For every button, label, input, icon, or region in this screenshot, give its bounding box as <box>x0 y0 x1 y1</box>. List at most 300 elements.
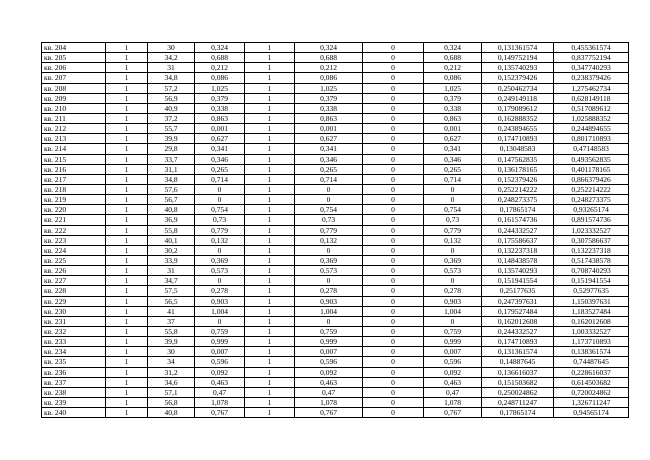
table-cell: 0,092 <box>295 367 363 377</box>
table-cell: 0,278 <box>295 286 363 296</box>
table-cell: 1 <box>106 144 148 154</box>
table-row <box>42 235 629 245</box>
table-cell: 0,244894655 <box>554 124 629 134</box>
table-cell: 0,14887645 <box>482 357 554 367</box>
table-cell: 0,573 <box>195 266 245 276</box>
table-cell: 0,891574736 <box>554 215 629 225</box>
table-cell: 39,9 <box>148 337 195 347</box>
apartment-label-cell: кв. 231 <box>42 316 106 326</box>
table-cell: 40,8 <box>148 205 195 215</box>
table-cell: 0 <box>363 377 424 387</box>
table-cell: 1 <box>245 235 295 245</box>
table-cell: 0,688 <box>424 53 482 63</box>
table-cell: 40,1 <box>148 235 195 245</box>
table-cell: 1,326711247 <box>554 397 629 407</box>
table-cell: 0,136616037 <box>482 367 554 377</box>
table-cell: 0,52977635 <box>554 286 629 296</box>
table-cell: 0 <box>363 195 424 205</box>
table-cell: 0,688 <box>195 53 245 63</box>
table-cell: 1 <box>106 306 148 316</box>
table-cell: 0 <box>363 103 424 113</box>
table-cell: 0,007 <box>295 347 363 357</box>
table-cell: 1 <box>245 306 295 316</box>
table-cell: 0,252214222 <box>482 184 554 194</box>
table-cell: 0,244332527 <box>482 326 554 336</box>
table-cell: 1,150397631 <box>554 296 629 306</box>
apartment-label-cell: кв. 240 <box>42 408 106 418</box>
table-cell: 0,493562835 <box>554 154 629 164</box>
table-row <box>42 367 629 377</box>
table-cell: 0,455361574 <box>554 43 629 53</box>
table-cell: 1 <box>106 73 148 83</box>
apartment-label-cell: кв. 232 <box>42 326 106 336</box>
table-cell: 1 <box>106 63 148 73</box>
table-cell: 1 <box>106 367 148 377</box>
table-cell: 1 <box>245 205 295 215</box>
table-cell: 0 <box>295 195 363 205</box>
table-cell: 0 <box>363 73 424 83</box>
table-row <box>42 245 629 255</box>
table-cell: 0,759 <box>424 326 482 336</box>
table-cell: 40,8 <box>148 408 195 418</box>
table-cell: 0 <box>424 195 482 205</box>
table-cell: 0 <box>363 357 424 367</box>
table-cell: 0,243894655 <box>482 124 554 134</box>
table-cell: 1 <box>245 367 295 377</box>
table-cell: 0,174710893 <box>482 337 554 347</box>
table-cell: 0,175586637 <box>482 235 554 245</box>
table-cell: 0,903 <box>424 296 482 306</box>
table-cell: 0,628149118 <box>554 93 629 103</box>
table-cell: 0,324 <box>195 43 245 53</box>
table-cell: 1 <box>245 174 295 184</box>
apartment-label-cell: кв. 217 <box>42 174 106 184</box>
table-row <box>42 184 629 194</box>
table-cell: 1 <box>245 154 295 164</box>
table-cell: 0 <box>363 245 424 255</box>
table-cell: 0,627 <box>424 134 482 144</box>
table-cell: 0,866379426 <box>554 174 629 184</box>
table-cell: 0,228616037 <box>554 367 629 377</box>
table-cell: 1 <box>245 266 295 276</box>
apartment-label-cell: кв. 237 <box>42 377 106 387</box>
table-row <box>42 276 629 286</box>
table-cell: 0,463 <box>424 377 482 387</box>
table-cell: 0,596 <box>195 357 245 367</box>
apartment-label-cell: кв. 230 <box>42 306 106 316</box>
table-cell: 1,173710893 <box>554 337 629 347</box>
table-cell: 1 <box>106 53 148 63</box>
table-cell: 1 <box>106 83 148 93</box>
table-cell: 1 <box>106 286 148 296</box>
table-cell: 0,001 <box>424 124 482 134</box>
table-cell: 0,086 <box>424 73 482 83</box>
table-cell: 1 <box>245 326 295 336</box>
table-cell: 0,152379426 <box>482 73 554 83</box>
table-cell: 0,999 <box>295 337 363 347</box>
table-cell: 0,324 <box>295 43 363 53</box>
table-cell: 0,903 <box>195 296 245 306</box>
table-row <box>42 205 629 215</box>
table-cell: 1 <box>245 245 295 255</box>
table-row <box>42 113 629 123</box>
table-cell: 34,6 <box>148 377 195 387</box>
table-cell: 0,307586637 <box>554 235 629 245</box>
table-cell: 0,248711247 <box>482 397 554 407</box>
table-cell: 0,148438578 <box>482 255 554 265</box>
table-cell: 0,324 <box>424 43 482 53</box>
table-cell: 0 <box>363 387 424 397</box>
table-cell: 0,517438578 <box>554 255 629 265</box>
table-body <box>42 43 629 418</box>
table-cell: 0,135740293 <box>482 63 554 73</box>
table-cell: 1 <box>106 174 148 184</box>
table-cell: 0,596 <box>295 357 363 367</box>
table-cell: 1 <box>245 83 295 93</box>
apartment-label-cell: кв. 236 <box>42 367 106 377</box>
apartment-label-cell: кв. 229 <box>42 296 106 306</box>
table-cell: 0 <box>363 174 424 184</box>
table-cell: 0,151503682 <box>482 377 554 387</box>
table-cell: 0 <box>363 337 424 347</box>
table-row <box>42 144 629 154</box>
table-cell: 1 <box>106 93 148 103</box>
table-cell: 0,369 <box>424 255 482 265</box>
table-cell: 0,627 <box>295 134 363 144</box>
table-cell: 1 <box>106 124 148 134</box>
table-cell: 0,346 <box>195 154 245 164</box>
table-cell: 0 <box>363 225 424 235</box>
table-cell: 0,688 <box>295 53 363 63</box>
table-cell: 0,161574736 <box>482 215 554 225</box>
table-cell: 0 <box>363 43 424 53</box>
table-cell: 0,779 <box>424 225 482 235</box>
table-cell: 1 <box>106 255 148 265</box>
table-cell: 1 <box>106 205 148 215</box>
table-cell: 1 <box>106 134 148 144</box>
table-cell: 0 <box>363 326 424 336</box>
table-cell: 0,801710893 <box>554 134 629 144</box>
table-cell: 57,5 <box>148 286 195 296</box>
table-cell: 0,131361574 <box>482 347 554 357</box>
table-cell: 0,341 <box>424 144 482 154</box>
table-cell: 0 <box>363 296 424 306</box>
table-cell: 0,338 <box>295 103 363 113</box>
table-cell: 0,596 <box>424 357 482 367</box>
table-cell: 0,614503682 <box>554 377 629 387</box>
table-cell: 1 <box>106 195 148 205</box>
table-cell: 0 <box>295 276 363 286</box>
table-cell: 1 <box>106 245 148 255</box>
table-cell: 34,7 <box>148 276 195 286</box>
table-cell: 1,078 <box>295 397 363 407</box>
apartment-label-cell: кв. 219 <box>42 195 106 205</box>
table-cell: 1,004 <box>195 306 245 316</box>
table-cell: 0,249149118 <box>482 93 554 103</box>
table-cell: 1 <box>106 397 148 407</box>
table-cell: 0,767 <box>295 408 363 418</box>
table-cell: 33,7 <box>148 154 195 164</box>
table-cell: 0 <box>363 53 424 63</box>
table-cell: 31,1 <box>148 164 195 174</box>
table-cell: 1 <box>245 53 295 63</box>
table-cell: 1 <box>245 377 295 387</box>
table-cell: 1 <box>245 73 295 83</box>
table-row <box>42 63 629 73</box>
table-cell: 40,9 <box>148 103 195 113</box>
table-cell: 0,132 <box>195 235 245 245</box>
table-cell: 0,903 <box>295 296 363 306</box>
table-cell: 0,74487645 <box>554 357 629 367</box>
table-row <box>42 134 629 144</box>
table-cell: 1,004 <box>424 306 482 316</box>
table-cell: 37 <box>148 316 195 326</box>
table-cell: 34,2 <box>148 53 195 63</box>
table-cell: 55,8 <box>148 225 195 235</box>
table-cell: 0,179527484 <box>482 306 554 316</box>
table-cell: 34,8 <box>148 174 195 184</box>
table-row <box>42 316 629 326</box>
table-cell: 0,759 <box>195 326 245 336</box>
table-row <box>42 397 629 407</box>
table-cell: 0 <box>363 408 424 418</box>
table-cell: 1,025888352 <box>554 113 629 123</box>
apartment-label-cell: кв. 212 <box>42 124 106 134</box>
table-cell: 0,379 <box>295 93 363 103</box>
apartment-label-cell: кв. 225 <box>42 255 106 265</box>
table-cell: 1 <box>106 184 148 194</box>
table-cell: 0 <box>195 245 245 255</box>
table-cell: 1,078 <box>424 397 482 407</box>
table-cell: 0,714 <box>195 174 245 184</box>
apartment-label-cell: кв. 216 <box>42 164 106 174</box>
table-cell: 41 <box>148 306 195 316</box>
table-cell: 0,086 <box>295 73 363 83</box>
table-row <box>42 357 629 367</box>
table-cell: 0 <box>363 144 424 154</box>
table-cell: 1 <box>245 255 295 265</box>
table-cell: 1,023332527 <box>554 225 629 235</box>
table-cell: 0,863 <box>195 113 245 123</box>
table-cell: 0,238379426 <box>554 73 629 83</box>
table-cell: 55,8 <box>148 326 195 336</box>
table-cell: 1 <box>106 154 148 164</box>
table-cell: 0 <box>363 154 424 164</box>
table-cell: 0,47 <box>424 387 482 397</box>
table-row <box>42 73 629 83</box>
apartment-label-cell: кв. 209 <box>42 93 106 103</box>
table-cell: 0,151941554 <box>482 276 554 286</box>
table-row <box>42 43 629 53</box>
table-cell: 1 <box>245 124 295 134</box>
table-cell: 0 <box>363 113 424 123</box>
table-cell: 0,132237318 <box>554 245 629 255</box>
table-cell: 0 <box>295 316 363 326</box>
table-cell: 1 <box>106 225 148 235</box>
apartment-label-cell: кв. 211 <box>42 113 106 123</box>
table-row <box>42 255 629 265</box>
table-cell: 31,2 <box>148 367 195 377</box>
apartment-label-cell: кв. 234 <box>42 347 106 357</box>
table-cell: 0,252214222 <box>554 184 629 194</box>
table-cell: 29,8 <box>148 144 195 154</box>
table-cell: 0 <box>195 276 245 286</box>
table-cell: 0 <box>295 184 363 194</box>
table-cell: 1 <box>106 266 148 276</box>
table-cell: 0,007 <box>195 347 245 357</box>
table-cell: 0,627 <box>195 134 245 144</box>
table-cell: 0 <box>195 316 245 326</box>
table-cell: 56,9 <box>148 93 195 103</box>
table-row <box>42 286 629 296</box>
table-cell: 55,7 <box>148 124 195 134</box>
apartment-label-cell: кв. 206 <box>42 63 106 73</box>
apartment-label-cell: кв. 220 <box>42 205 106 215</box>
table-cell: 0,17865174 <box>482 205 554 215</box>
table-cell: 1 <box>245 347 295 357</box>
table-row <box>42 93 629 103</box>
table-cell: 0,162012608 <box>554 316 629 326</box>
table-cell: 0 <box>195 184 245 194</box>
table-cell: 56,5 <box>148 296 195 306</box>
apartment-label-cell: кв. 223 <box>42 235 106 245</box>
table-cell: 0,162012608 <box>482 316 554 326</box>
table-row <box>42 347 629 357</box>
table-cell: 0,278 <box>195 286 245 296</box>
table-row <box>42 103 629 113</box>
table-cell: 0,347740293 <box>554 63 629 73</box>
table-cell: 0,93265174 <box>554 205 629 215</box>
table-cell: 0,73 <box>295 215 363 225</box>
apartment-label-cell: кв. 210 <box>42 103 106 113</box>
apartment-label-cell: кв. 213 <box>42 134 106 144</box>
table-cell: 0,278 <box>424 286 482 296</box>
apartment-label-cell: кв. 215 <box>42 154 106 164</box>
table-cell: 1 <box>245 164 295 174</box>
table-cell: 0,463 <box>195 377 245 387</box>
table-cell: 0,94565174 <box>554 408 629 418</box>
table-cell: 1,078 <box>195 397 245 407</box>
table-cell: 33,9 <box>148 255 195 265</box>
table-row <box>42 164 629 174</box>
table-cell: 0,086 <box>195 73 245 83</box>
table-cell: 0,714 <box>424 174 482 184</box>
table-cell: 1 <box>106 296 148 306</box>
table-cell: 0 <box>363 367 424 377</box>
table-cell: 0,369 <box>295 255 363 265</box>
table-cell: 0,136178165 <box>482 164 554 174</box>
table-cell: 0 <box>363 164 424 174</box>
table-cell: 1 <box>106 408 148 418</box>
table-cell: 0,463 <box>295 377 363 387</box>
table-cell: 0 <box>424 184 482 194</box>
table-row <box>42 215 629 225</box>
table-cell: 0,346 <box>424 154 482 164</box>
table-row <box>42 124 629 134</box>
table-cell: 0 <box>363 397 424 407</box>
table-cell: 0 <box>295 245 363 255</box>
apartment-label-cell: кв. 239 <box>42 397 106 407</box>
table-cell: 0,138361574 <box>554 347 629 357</box>
table-cell: 34,8 <box>148 73 195 83</box>
table-cell: 0,379 <box>424 93 482 103</box>
table-cell: 1 <box>245 397 295 407</box>
table-cell: 1 <box>106 387 148 397</box>
table-cell: 57,2 <box>148 83 195 93</box>
table-cell: 0,754 <box>295 205 363 215</box>
table-row <box>42 337 629 347</box>
table-cell: 0 <box>363 266 424 276</box>
table-cell: 0,47 <box>195 387 245 397</box>
table-cell: 0,369 <box>195 255 245 265</box>
table-cell: 0,212 <box>424 63 482 73</box>
table-cell: 0 <box>363 205 424 215</box>
table-cell: 0,999 <box>195 337 245 347</box>
table-cell: 36,9 <box>148 215 195 225</box>
table-cell: 0,47 <box>295 387 363 397</box>
table-cell: 1,003332527 <box>554 326 629 336</box>
table-cell: 1 <box>106 316 148 326</box>
table-cell: 0,338 <box>424 103 482 113</box>
table-cell: 1,004 <box>295 306 363 316</box>
table-cell: 0,346 <box>295 154 363 164</box>
table-cell: 1 <box>245 215 295 225</box>
table-row <box>42 326 629 336</box>
table-cell: 0,152379426 <box>482 174 554 184</box>
apartment-label-cell: кв. 222 <box>42 225 106 235</box>
table-cell: 1 <box>106 113 148 123</box>
table-cell: 0 <box>424 276 482 286</box>
table-cell: 0,338 <box>195 103 245 113</box>
table-cell: 0,212 <box>295 63 363 73</box>
table-row <box>42 377 629 387</box>
table-cell: 0,007 <box>424 347 482 357</box>
table-cell: 0 <box>363 286 424 296</box>
table-cell: 1,025 <box>424 83 482 93</box>
table-cell: 1 <box>245 225 295 235</box>
table-cell: 0,265 <box>195 164 245 174</box>
table-cell: 1 <box>245 276 295 286</box>
table-cell: 1 <box>106 235 148 245</box>
apartment-label-cell: кв. 208 <box>42 83 106 93</box>
table-cell: 0 <box>363 184 424 194</box>
table-cell: 0 <box>363 124 424 134</box>
apartment-label-cell: кв. 235 <box>42 357 106 367</box>
table-cell: 0,151941554 <box>554 276 629 286</box>
table-cell: 1 <box>245 113 295 123</box>
table-cell: 56,7 <box>148 195 195 205</box>
table-cell: 1 <box>106 43 148 53</box>
table-cell: 1 <box>106 377 148 387</box>
table-row <box>42 174 629 184</box>
table-cell: 0,092 <box>195 367 245 377</box>
table-cell: 1 <box>245 43 295 53</box>
table-cell: 0,265 <box>295 164 363 174</box>
table-cell: 39,9 <box>148 134 195 144</box>
table-row <box>42 53 629 63</box>
table-cell: 0,001 <box>295 124 363 134</box>
table-cell: 0,248273375 <box>482 195 554 205</box>
table-cell: 0,174710893 <box>482 134 554 144</box>
table-cell: 0,13048583 <box>482 144 554 154</box>
table-cell: 1 <box>245 63 295 73</box>
apartment-label-cell: кв. 228 <box>42 286 106 296</box>
table-cell: 0 <box>363 255 424 265</box>
table-cell: 0,132237318 <box>482 245 554 255</box>
table-cell: 0 <box>363 93 424 103</box>
table-cell: 0,379 <box>195 93 245 103</box>
table-cell: 0 <box>363 134 424 144</box>
